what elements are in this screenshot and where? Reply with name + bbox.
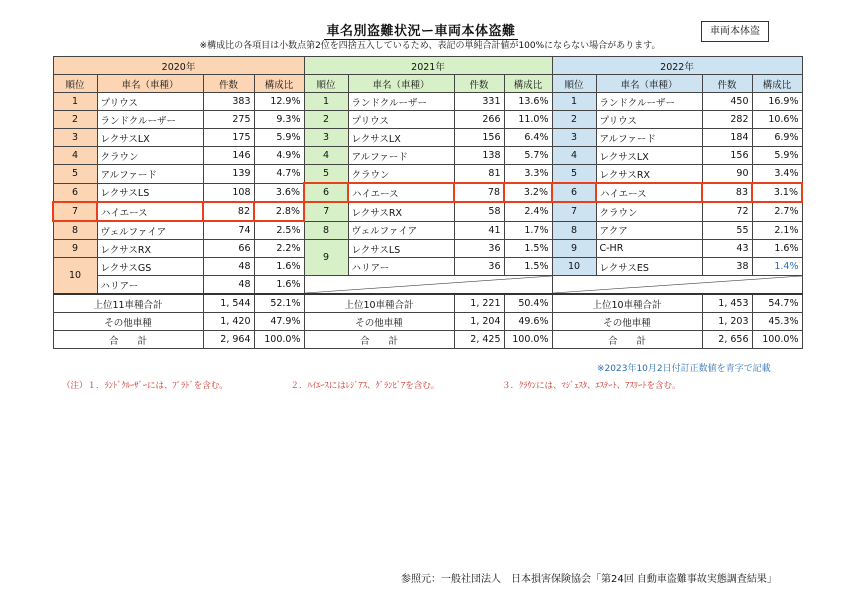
empty-cell-2021	[304, 276, 552, 295]
total-count: 2, 425	[454, 331, 504, 349]
table-row	[53, 147, 802, 165]
ratio-cell: 5.7%	[504, 147, 552, 165]
car-name: プリウス	[348, 111, 454, 129]
count-cell: 48	[203, 258, 254, 276]
count-cell-highlighted: 83	[702, 183, 752, 202]
ratio-cell: 3.3%	[504, 165, 552, 184]
ratio-cell: 9.3%	[254, 111, 304, 129]
count-cell-highlighted: 82	[203, 202, 254, 221]
count-cell: 146	[203, 147, 254, 165]
ratio-cell: 2.1%	[752, 221, 802, 240]
count-cell: 38	[702, 258, 752, 276]
col-name: 車名（車種）	[348, 75, 454, 93]
table-row	[53, 258, 802, 276]
car-name: レクサスES	[596, 258, 702, 276]
car-name: レクサスLX	[97, 129, 203, 147]
summary-ratio: 50.4%	[504, 294, 552, 313]
col-name: 車名（車種）	[596, 75, 702, 93]
car-name: ヴェルファイア	[348, 221, 454, 240]
year-header-2020: 2020年	[53, 57, 304, 75]
summary-ratio: 52.1%	[254, 294, 304, 313]
rank-cell: 4	[304, 147, 348, 165]
count-cell: 156	[702, 147, 752, 165]
count-cell: 139	[203, 165, 254, 184]
car-name: レクサスRX	[97, 240, 203, 258]
summary-row	[53, 294, 802, 313]
summary-ratio: 49.6%	[504, 313, 552, 331]
car-name: クラウン	[97, 147, 203, 165]
diagonal-line	[305, 276, 552, 293]
car-name: クラウン	[348, 165, 454, 184]
ratio-cell: 4.7%	[254, 165, 304, 184]
count-cell: 138	[454, 147, 504, 165]
ratio-cell-highlighted: 3.1%	[752, 183, 802, 202]
car-name: レクサスLX	[348, 129, 454, 147]
ratio-cell: 1.5%	[504, 240, 552, 258]
summary-label: その他車種	[53, 313, 203, 331]
ratio-cell: 6.9%	[752, 129, 802, 147]
ratio-cell-corrected: 1.4%	[752, 258, 802, 276]
count-cell: 43	[702, 240, 752, 258]
col-name: 車名（車種）	[97, 75, 203, 93]
count-cell: 108	[203, 183, 254, 202]
rank-cell: 8	[552, 221, 596, 240]
count-cell: 55	[702, 221, 752, 240]
col-ratio: 構成比	[752, 75, 802, 93]
summary-label: 上位10車種合計	[304, 294, 454, 313]
source-citation: 参照元：一般社団法人 日本損害保険協会「第24回 自動車盗難事故実態調査結果」	[401, 574, 777, 585]
ratio-cell: 4.9%	[254, 147, 304, 165]
rank-cell: 5	[304, 165, 348, 184]
count-cell: 282	[702, 111, 752, 129]
rank-cell: 3	[53, 129, 97, 147]
car-name: ランドクルーザー	[596, 93, 702, 111]
ratio-cell: 1.7%	[504, 221, 552, 240]
total-ratio: 100.0%	[254, 331, 304, 349]
table-row	[53, 276, 802, 295]
ratio-cell: 6.4%	[504, 129, 552, 147]
car-name-highlighted: ハイエース	[596, 183, 702, 202]
col-rank: 順位	[304, 75, 348, 93]
rank-cell: 3	[552, 129, 596, 147]
rank-cell: 10	[552, 258, 596, 276]
table-row	[53, 240, 802, 258]
col-count: 件数	[702, 75, 752, 93]
count-cell: 90	[702, 165, 752, 184]
car-name: ハリアー	[97, 276, 203, 295]
col-count: 件数	[454, 75, 504, 93]
car-name: アルファード	[596, 129, 702, 147]
car-name: ヴェルファイア	[97, 221, 203, 240]
theft-ranking-table	[52, 56, 803, 349]
table-row	[53, 165, 802, 184]
rank-cell: 8	[304, 221, 348, 240]
ratio-cell: 2.4%	[504, 202, 552, 221]
count-cell: 175	[203, 129, 254, 147]
car-name: アルファード	[348, 147, 454, 165]
total-ratio: 100.0%	[504, 331, 552, 349]
count-cell-highlighted: 78	[454, 183, 504, 202]
summary-ratio: 47.9%	[254, 313, 304, 331]
count-cell: 72	[702, 202, 752, 221]
table-row	[53, 111, 802, 129]
footnote-2: ２．ﾊｲｴｰｽにはﾚｼﾞｱｽ、ｸﾞﾗﾝﾋﾞｱを含む。	[290, 381, 440, 391]
summary-count: 1, 544	[203, 294, 254, 313]
summary-count: 1, 204	[454, 313, 504, 331]
ratio-cell: 1.6%	[254, 258, 304, 276]
count-cell: 48	[203, 276, 254, 295]
rank-cell: 2	[552, 111, 596, 129]
rank-cell-highlighted: 6	[304, 183, 348, 202]
diagonal-line	[553, 276, 802, 293]
year-header-2022: 2022年	[552, 57, 802, 75]
count-cell: 184	[702, 129, 752, 147]
count-cell: 450	[702, 93, 752, 111]
car-name: C-HR	[596, 240, 702, 258]
ratio-cell: 13.6%	[504, 93, 552, 111]
summary-label: 上位10車種合計	[552, 294, 702, 313]
rank-cell: 8	[53, 221, 97, 240]
car-name: ランドクルーザー	[97, 111, 203, 129]
summary-count: 1, 453	[702, 294, 752, 313]
car-name: ランドクルーザー	[348, 93, 454, 111]
rounding-note: ※構成比の各項目は小数点第2位を四捨五入しているため、表記の単純合計値が100%にならない場合があります。	[199, 41, 661, 51]
col-rank: 順位	[552, 75, 596, 93]
count-cell: 74	[203, 221, 254, 240]
count-cell: 36	[454, 258, 504, 276]
total-ratio: 100.0%	[752, 331, 802, 349]
rank-cell: 2	[53, 111, 97, 129]
col-ratio: 構成比	[504, 75, 552, 93]
car-name: レクサスLX	[596, 147, 702, 165]
ratio-cell: 3.4%	[752, 165, 802, 184]
car-name-highlighted: ハイエース	[348, 183, 454, 202]
ratio-cell: 16.9%	[752, 93, 802, 111]
empty-cell-2022	[552, 276, 802, 295]
page-title: 車名別盗難状況ー車両本体盗難	[326, 24, 516, 39]
total-count: 2, 656	[702, 331, 752, 349]
summary-label: その他車種	[552, 313, 702, 331]
count-cell: 36	[454, 240, 504, 258]
category-badge: 車両本体盗	[701, 21, 769, 42]
col-count: 件数	[203, 75, 254, 93]
count-cell: 156	[454, 129, 504, 147]
car-name-highlighted: ハイエース	[97, 202, 203, 221]
ratio-cell: 12.9%	[254, 93, 304, 111]
count-cell: 58	[454, 202, 504, 221]
car-name: アルファード	[97, 165, 203, 184]
year-header-2021: 2021年	[304, 57, 552, 75]
total-count: 2, 964	[203, 331, 254, 349]
total-label: 合 計	[304, 331, 454, 349]
table-row	[53, 183, 802, 202]
table-row	[53, 93, 802, 111]
summary-count: 1, 221	[454, 294, 504, 313]
total-row	[53, 331, 802, 349]
rank-cell: 5	[53, 165, 97, 184]
car-name: アクア	[596, 221, 702, 240]
rank-cell: 4	[53, 147, 97, 165]
rank-cell: 3	[304, 129, 348, 147]
rank-cell: 2	[304, 111, 348, 129]
ratio-cell-highlighted: 3.2%	[504, 183, 552, 202]
total-label: 合 計	[552, 331, 702, 349]
summary-count: 1, 420	[203, 313, 254, 331]
rank-cell: 1	[304, 93, 348, 111]
summary-row	[53, 313, 802, 331]
rank-cell: 9	[552, 240, 596, 258]
ratio-cell: 11.0%	[504, 111, 552, 129]
ratio-cell: 5.9%	[254, 129, 304, 147]
summary-label: 上位11車種合計	[53, 294, 203, 313]
count-cell: 41	[454, 221, 504, 240]
ratio-cell: 1.6%	[752, 240, 802, 258]
rank-cell: 10	[53, 258, 97, 295]
car-name: レクサスRX	[348, 202, 454, 221]
car-name: レクサスLS	[348, 240, 454, 258]
rank-cell: 7	[304, 202, 348, 221]
count-cell: 266	[454, 111, 504, 129]
ratio-cell: 3.6%	[254, 183, 304, 202]
rank-cell: 9	[53, 240, 97, 258]
car-name: クラウン	[596, 202, 702, 221]
rank-cell: 1	[552, 93, 596, 111]
table-row	[53, 202, 802, 221]
count-cell: 81	[454, 165, 504, 184]
car-name: レクサスRX	[596, 165, 702, 184]
correction-note: ※2023年10月2日付訂正数値を青字で記載	[597, 364, 771, 374]
ratio-cell: 5.9%	[752, 147, 802, 165]
summary-ratio: 54.7%	[752, 294, 802, 313]
table-row	[53, 129, 802, 147]
rank-cell: 7	[552, 202, 596, 221]
ratio-cell: 1.5%	[504, 258, 552, 276]
count-cell: 66	[203, 240, 254, 258]
count-cell: 383	[203, 93, 254, 111]
car-name: プリウス	[97, 93, 203, 111]
summary-ratio: 45.3%	[752, 313, 802, 331]
ratio-cell: 2.7%	[752, 202, 802, 221]
ratio-cell: 2.5%	[254, 221, 304, 240]
table-row	[53, 221, 802, 240]
rank-cell: 5	[552, 165, 596, 184]
footnotes	[62, 379, 740, 391]
rank-cell: 9	[304, 240, 348, 276]
col-ratio: 構成比	[254, 75, 304, 93]
car-name: プリウス	[596, 111, 702, 129]
rank-cell-highlighted: 7	[53, 202, 97, 221]
total-label: 合 計	[53, 331, 203, 349]
rank-cell-highlighted: 6	[552, 183, 596, 202]
car-name: レクサスGS	[97, 258, 203, 276]
footnote-1: （注）１．ﾗﾝﾄﾞｸﾙｰｻﾞｰには、ﾌﾟﾗﾄﾞを含む。	[62, 381, 228, 391]
summary-label: その他車種	[304, 313, 454, 331]
summary-count: 1, 203	[702, 313, 752, 331]
rank-cell: 4	[552, 147, 596, 165]
rank-cell: 1	[53, 93, 97, 111]
ratio-cell: 10.6%	[752, 111, 802, 129]
ratio-cell: 2.2%	[254, 240, 304, 258]
car-name: レクサスLS	[97, 183, 203, 202]
col-rank: 順位	[53, 75, 97, 93]
car-name: ハリアー	[348, 258, 454, 276]
count-cell: 275	[203, 111, 254, 129]
rank-cell: 6	[53, 183, 97, 202]
ratio-cell-highlighted: 2.8%	[254, 202, 304, 221]
ratio-cell: 1.6%	[254, 276, 304, 295]
footnote-3: ３．ｸﾗｳﾝには、ﾏｼﾞｪｽﾀ、ｴｽﾃｰﾄ、ｱｽﾘｰﾄを含む。	[501, 381, 681, 391]
count-cell: 331	[454, 93, 504, 111]
